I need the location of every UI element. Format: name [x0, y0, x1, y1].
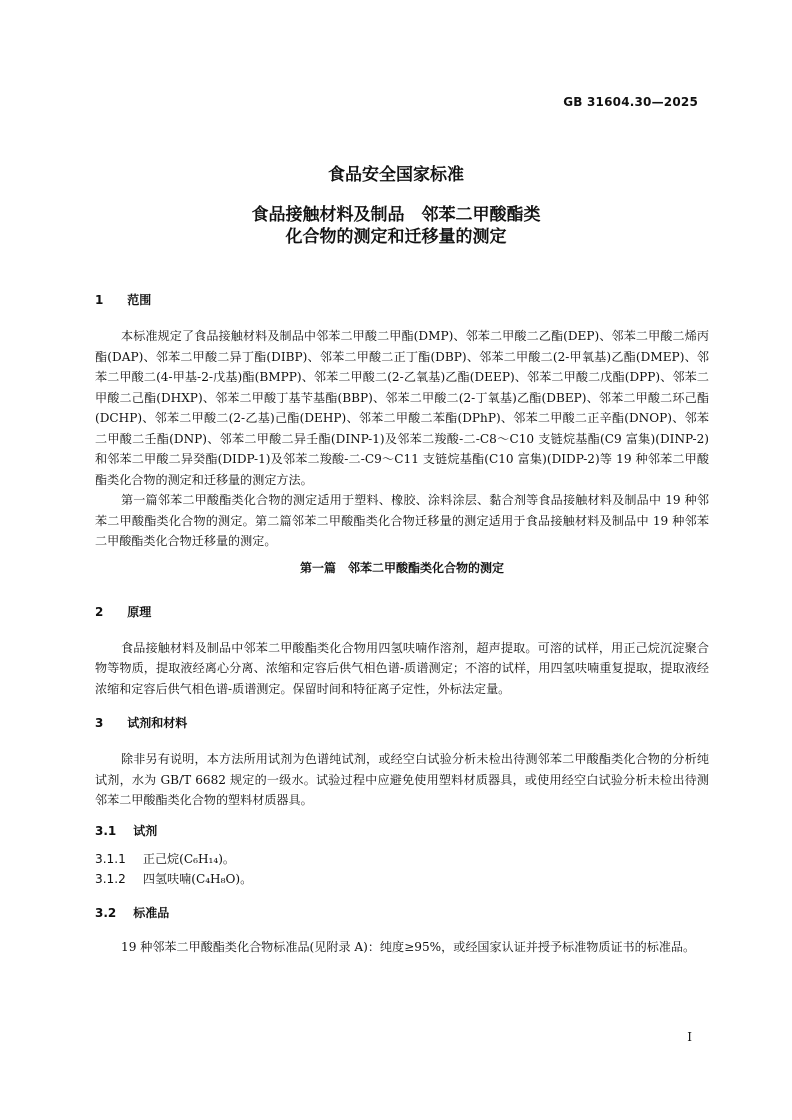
document-subtitle-line-1: 食品接触材料及制品 邻苯二甲酸酯类 — [251, 205, 541, 225]
principle-paragraph: 食品接触材料及制品中邻苯二甲酸酯类化合物用四氢呋喃作溶剂，超声提取。可溶的试样，用正己烷沉淀聚合物等物质，提取液经离心分离、浓缩和定容后供气相色谱-质谱测定；不溶的试样，用四氢呋喃重复提取，提取液经浓缩和定容后供气相色谱-质谱测定。保留时间和特征离子定性，外标法定量。 — [95, 640, 709, 696]
subsection-title: 试剂 — [133, 823, 158, 838]
standard-number: GB 31604.30—2025 — [563, 95, 698, 109]
list-item — [95, 849, 709, 869]
section-title: 范围 — [127, 293, 152, 307]
item-number: 3.1.2 — [95, 871, 126, 886]
scope-paragraph-2: 第一篇邻苯二甲酸酯类化合物的测定适用于塑料、橡胶、涂料涂层、黏合剂等食品接触材料及制品中 19 种邻苯二甲酸酯类化合物的测定。第二篇邻苯二甲酸酯类化合物迁移量的测定适用于食品接触材料及制品中 19 种邻苯二甲酸酯类化合物迁移量的测定。 — [95, 493, 709, 548]
page-number: I — [687, 1030, 692, 1044]
scope-paragraph-1: 本标准规定了食品接触材料及制品中邻苯二甲酸二甲酯(DMP)、邻苯二甲酸二乙酯(DEP)、邻苯二甲酸二烯丙酯(DAP)、邻苯二甲酸二异丁酯(DIBP)、邻苯二甲酸二正丁酯(DBP)、邻苯二甲酸二(2-甲氧基)乙酯(DMEP)、邻苯二甲酸二(4-甲基-2-戊基)酯(BMPP)、邻苯二甲酸二(2-乙氧基)乙酯(DEEP)、邻苯二甲酸二戊酯(DPP)、邻苯二甲酸二己酯(DHXP)、邻苯二甲酸丁基苄基酯(BBP)、邻苯二甲酸二(2-丁氧基)乙酯(DBEP)、邻苯二甲酸二环己酯(DCHP)、邻苯二甲酸二(2-乙基)己酯(DEHP)、邻苯二甲酸二苯酯(DPhP)、邻苯二甲酸二正辛酯(DNOP)、邻苯二甲酸二壬酯(DNP)、邻苯二甲酸二异壬酯(DINP-1)及邻苯二羧酸-二-C8～C10 支链烷基酯(C9 富集)(DINP-2)和邻苯二甲酸二异癸酯(DIDP-1)及邻苯二羧酸-二-C9～C11 支链烷基酯(C10 富集)(DIDP-2)等 19 种邻苯二甲酸酯类化合物的测定和迁移量的测定方法。 — [95, 329, 709, 487]
item-number: 3.1.1 — [95, 851, 126, 866]
standards-paragraph: 19 种邻苯二甲酸酯类化合物标准品(见附录 A)：纯度≥95%，或经国家认证并授予标准物质证书的标准品。 — [121, 939, 696, 954]
section-heading-reagents — [95, 713, 709, 733]
item-text: 四氢呋喃(C₄H₈O)。 — [142, 871, 253, 886]
section-title: 试剂和材料 — [127, 716, 188, 730]
document-subtitle-line-2: 化合物的测定和迁移量的测定 — [285, 227, 507, 247]
reagents-paragraph: 除非另有说明，本方法所用试剂为色谱纯试剂，或经空白试验分析未检出待测邻苯二甲酸酯类化合物的分析纯试剂，水为 GB/T 6682 规定的一级水。试验过程中应避免使用塑料材质器具，或使用经空白试验分析未检出待测邻苯二甲酸酯类化合物的塑料材质器具。 — [95, 752, 709, 807]
list-item — [95, 869, 709, 889]
subsection-heading-standards — [95, 903, 709, 923]
section-number: 2 — [95, 604, 104, 619]
subsection-heading-reagents — [95, 821, 709, 841]
subsection-number: 3.1 — [95, 823, 117, 838]
section-number: 1 — [95, 293, 104, 307]
part-one-title: 第一篇 邻苯二甲酸酯类化合物的测定 — [299, 560, 504, 575]
document-body — [95, 290, 709, 957]
subsection-number: 3.2 — [95, 905, 117, 920]
item-text: 正己烷(C₆H₁₄)。 — [142, 851, 236, 866]
section-number: 3 — [95, 716, 104, 730]
section-title: 原理 — [127, 604, 152, 619]
subsection-title: 标准品 — [133, 905, 170, 920]
document-title-block — [0, 162, 792, 248]
section-heading-scope — [95, 290, 709, 310]
document-title: 食品安全国家标准 — [328, 165, 464, 185]
section-heading-principle — [95, 602, 709, 622]
